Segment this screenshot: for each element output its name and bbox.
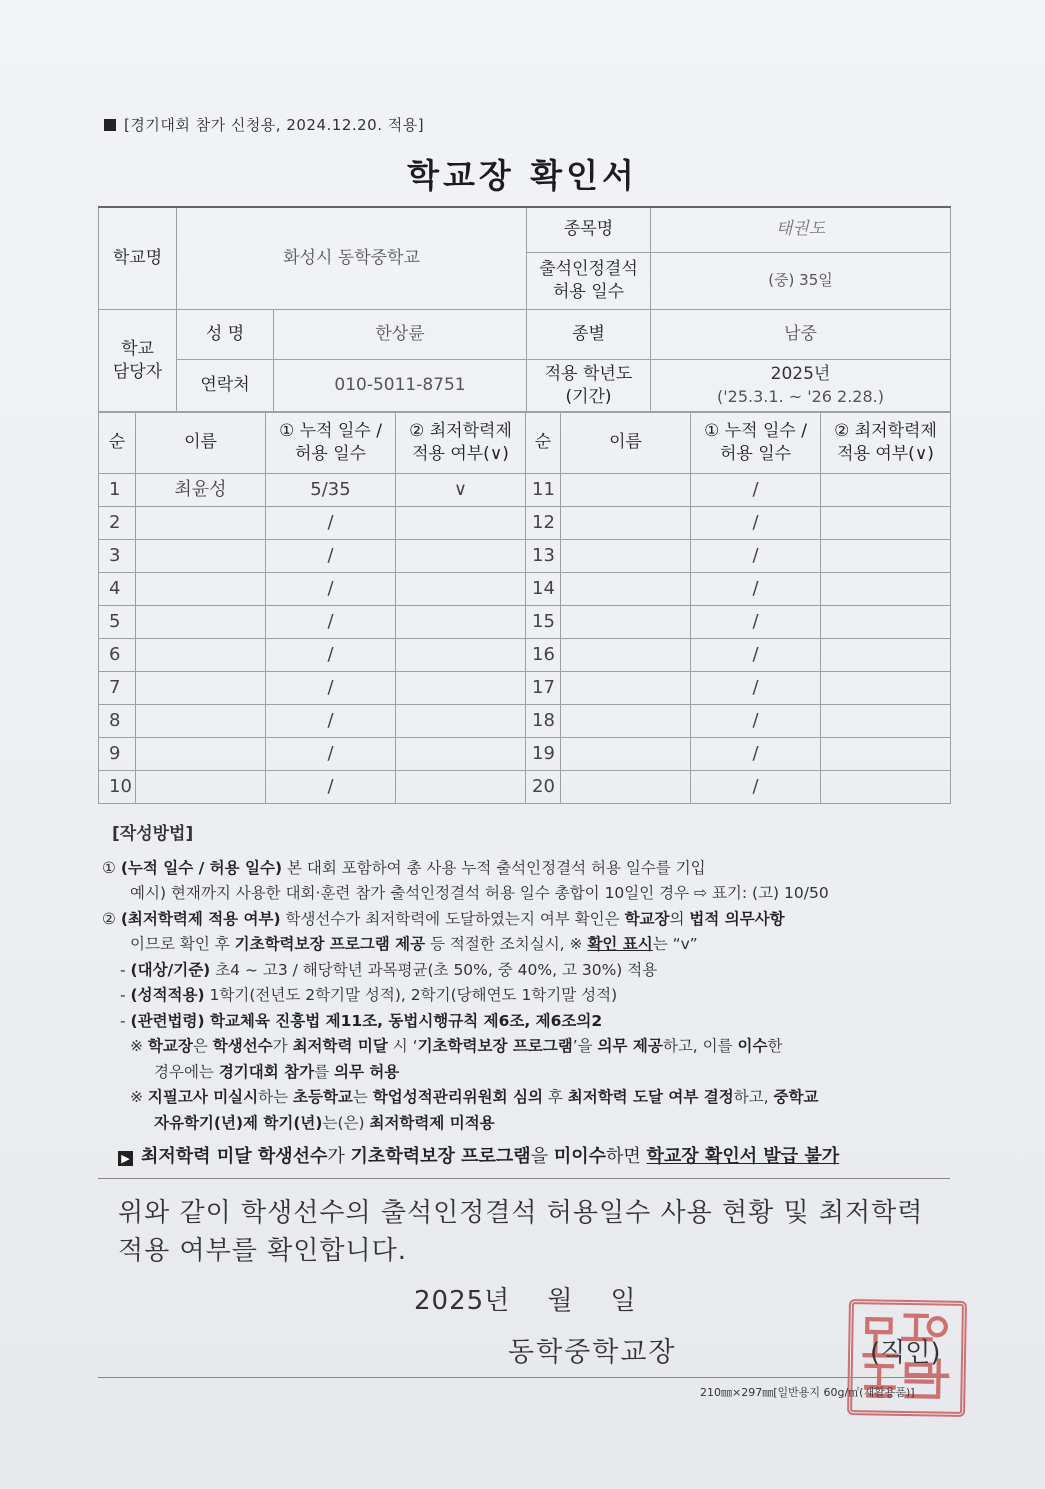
sport-value: 태권도 — [651, 207, 951, 252]
instruction-item-2: ② (최저학력제 적용 여부) 학생선수가 최저학력에 도달하였는지 여부 확인은 학교장의 법적 의무사항 — [102, 909, 785, 928]
category-label: 종별 — [527, 309, 651, 359]
header-name: 이름 — [136, 412, 266, 474]
min-academic-check — [396, 771, 526, 804]
min-academic-check — [396, 639, 526, 672]
min-academic-check — [396, 672, 526, 705]
student-name — [561, 672, 691, 705]
row-number: 17 — [526, 672, 561, 705]
min-academic-check — [821, 507, 951, 540]
row-number: 11 — [526, 474, 561, 507]
student-name — [561, 573, 691, 606]
student-name — [136, 573, 266, 606]
student-name — [136, 738, 266, 771]
days-used: / — [266, 639, 396, 672]
days-used: / — [691, 540, 821, 573]
arrow-box-icon: ▶ — [118, 1151, 133, 1166]
manager-label: 학교 담당자 — [99, 309, 177, 412]
table-row — [99, 474, 951, 507]
school-info-table — [98, 206, 951, 413]
footer-divider — [98, 1377, 950, 1378]
header-note: [경기대회 참가 신청용, 2024.12.20. 적용] — [104, 114, 424, 135]
instructions-heading: [작성방법] — [112, 824, 194, 844]
contact-label: 연락처 — [177, 359, 274, 412]
row-number: 18 — [526, 705, 561, 738]
days-used: / — [266, 771, 396, 804]
instructions-section — [102, 822, 952, 1136]
criteria-target: - (대상/기준) 초4 ~ 고3 / 해당학년 과목평균(초 50%, 중 40%, 고 30%) 적용 — [120, 960, 658, 979]
school-label: 학교명 — [99, 207, 177, 309]
absence-allowance-value: (중) 35일 — [651, 252, 951, 309]
header-no: 순 — [526, 412, 561, 474]
student-roster-table — [98, 411, 951, 804]
days-used: / — [691, 738, 821, 771]
min-academic-check — [396, 606, 526, 639]
header-min-academic: ② 최저학력제 적용 여부(∨) — [821, 412, 951, 474]
row-number: 13 — [526, 540, 561, 573]
student-name — [561, 771, 691, 804]
min-academic-check — [821, 771, 951, 804]
days-used: / — [266, 672, 396, 705]
divider — [98, 1178, 950, 1179]
min-academic-check: ∨ — [396, 474, 526, 507]
min-academic-check — [821, 639, 951, 672]
student-name — [561, 474, 691, 507]
days-used: / — [266, 540, 396, 573]
row-number: 5 — [99, 606, 136, 639]
row-number: 2 — [99, 507, 136, 540]
min-academic-check — [821, 705, 951, 738]
note-elementary: ※ 지필고사 미실시하는 초등학교는 학업성적관리위원회 심의 후 최저학력 도달 여부 결정하고, 중학교 — [130, 1088, 819, 1106]
min-academic-check — [396, 705, 526, 738]
note-elementary-cont: 자유학기(년)제 학기(년)는(은) 최저학력제 미적용 — [154, 1113, 495, 1132]
instruction-item-1: ① (누적 일수 / 허용 일수) 본 대회 포함하여 총 사용 누적 출석인정결석 허용 일수를 기입 — [102, 858, 706, 877]
days-used: 5/35 — [266, 474, 396, 507]
student-name — [136, 705, 266, 738]
row-number: 8 — [99, 705, 136, 738]
min-academic-check — [396, 738, 526, 771]
days-used: / — [266, 507, 396, 540]
contact-value: 010-5011-8751 — [274, 359, 527, 412]
row-number: 14 — [526, 573, 561, 606]
table-row — [99, 705, 951, 738]
min-academic-check — [821, 606, 951, 639]
days-used: / — [266, 573, 396, 606]
days-used: / — [691, 672, 821, 705]
criteria-grades: - (성적적용) 1학기(전년도 2학기말 성적), 2학기(당해연도 1학기말 성적) — [120, 986, 618, 1004]
school-value: 화성시 동학중학교 — [177, 207, 527, 309]
min-academic-check — [821, 474, 951, 507]
table-row — [99, 507, 951, 540]
table-row — [99, 639, 951, 672]
table-row — [99, 672, 951, 705]
row-number: 6 — [99, 639, 136, 672]
student-name — [561, 639, 691, 672]
min-academic-check — [396, 573, 526, 606]
table-row — [99, 606, 951, 639]
manager-name-value: 한상륜 — [274, 309, 527, 359]
student-name — [136, 771, 266, 804]
days-used: / — [691, 606, 821, 639]
paper-spec-footer: 210㎜×297㎜[일반용지 60g/㎡(재활용품)] — [700, 1386, 915, 1399]
confirmation-statement: 위와 같이 학생선수의 출석인정결석 허용일수 사용 현황 및 최저학력 적용 여부를 확인합니다. — [118, 1198, 924, 1266]
days-used: / — [691, 474, 821, 507]
student-name — [561, 540, 691, 573]
note-principal-duty: ※ 학교장은 학생선수가 최저학력 미달 시 ‘기초학력보장 프로그램’을 의무 제공하고, 이를 이수한 — [130, 1037, 783, 1055]
student-name — [136, 639, 266, 672]
min-academic-check — [396, 507, 526, 540]
category-value: 남중 — [651, 309, 951, 359]
days-used: / — [691, 771, 821, 804]
header-days: ① 누적 일수 / 허용 일수 — [691, 412, 821, 474]
min-academic-check — [821, 672, 951, 705]
absence-allowance-label: 출석인정결석 허용 일수 — [527, 252, 651, 309]
min-academic-check — [821, 540, 951, 573]
row-number: 1 — [99, 474, 136, 507]
days-used: / — [691, 639, 821, 672]
row-number: 15 — [526, 606, 561, 639]
header-days: ① 누적 일수 / 허용 일수 — [266, 412, 396, 474]
instruction-item-2-cont: 이므로 확인 후 기초학력보장 프로그램 제공 등 적절한 조치실시, ※ 확인 표시는 “v” — [130, 935, 698, 953]
row-number: 16 — [526, 639, 561, 672]
min-academic-check — [821, 573, 951, 606]
student-name — [561, 738, 691, 771]
days-used: / — [266, 738, 396, 771]
school-year-label: 적용 학년도 (기간) — [527, 359, 651, 412]
student-name — [561, 507, 691, 540]
row-number: 3 — [99, 540, 136, 573]
student-name — [136, 540, 266, 573]
note-principal-duty-cont: 경우에는 경기대회 참가를 의무 허용 — [154, 1062, 400, 1081]
days-used: / — [266, 705, 396, 738]
days-used: / — [266, 606, 396, 639]
criteria-law: - (관련법령) 학교체육 진흥법 제11조, 동법시행규칙 제6조, 제6조의2 — [120, 1011, 603, 1030]
document-title: 학교장 확인서 — [407, 156, 638, 195]
table-row — [99, 738, 951, 771]
final-warning: ▶ 최저학력 미달 학생선수가 기초학력보장 프로그램을 미이수하면 학교장 확인서 발급 불가 — [118, 1142, 948, 1168]
instruction-example: 예시) 현재까지 사용한 대회·훈련 참가 출석인정결석 허용 일수 총합이 10일인 경우 ⇨ 표기: (고) 10/50 — [130, 884, 829, 902]
table-row — [99, 540, 951, 573]
row-number: 19 — [526, 738, 561, 771]
student-name — [136, 507, 266, 540]
student-name — [561, 705, 691, 738]
name-label: 성 명 — [177, 309, 274, 359]
table-row — [99, 573, 951, 606]
row-number: 9 — [99, 738, 136, 771]
roster-body — [99, 474, 951, 804]
days-used: / — [691, 705, 821, 738]
row-number: 4 — [99, 573, 136, 606]
student-name — [136, 606, 266, 639]
student-name: 최윤성 — [136, 474, 266, 507]
student-name — [561, 606, 691, 639]
row-number: 12 — [526, 507, 561, 540]
principal-signer: 동학중학교장 — [508, 1337, 677, 1368]
days-used: / — [691, 507, 821, 540]
header-min-academic: ② 최저학력제 적용 여부(∨) — [396, 412, 526, 474]
row-number: 7 — [99, 672, 136, 705]
min-academic-check — [821, 738, 951, 771]
row-number: 10 — [99, 771, 136, 804]
days-used: / — [691, 573, 821, 606]
signature-date: 2025년 월 일 — [414, 1286, 637, 1316]
header-name: 이름 — [561, 412, 691, 474]
table-row — [99, 771, 951, 804]
min-academic-check — [396, 540, 526, 573]
sport-label: 종목명 — [527, 207, 651, 252]
school-year-value: 2025년 ('25.3.1. ~ '26 2.28.) — [651, 359, 951, 412]
seal-label: (직인) — [870, 1338, 941, 1368]
student-name — [136, 672, 266, 705]
row-number: 20 — [526, 771, 561, 804]
header-no: 순 — [99, 412, 136, 474]
square-bullet-icon — [104, 119, 116, 131]
